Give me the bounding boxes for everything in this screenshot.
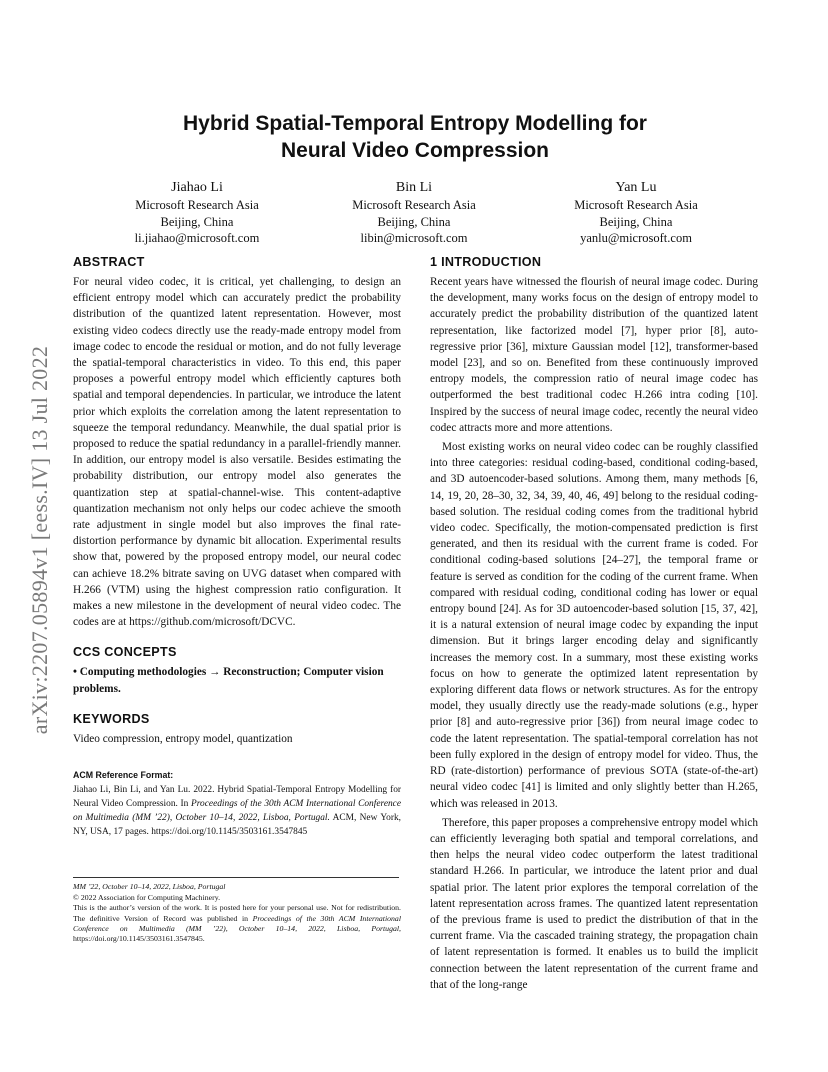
- author-block-3: [526, 179, 746, 247]
- intro-paragraph-1: Recent years have witnessed the flourish of neural image codec. During the development, many works focus on the design of entropy model to accurately predict the probability distribution of the quantized latent representation, like factorized model [7], hyper prior [8], auto-regressive prior [36], mixture Gaussian model [12], transformer-based model [23], and so on. Benefited from these continuously improved entropy models, the compression ratio of neural image codec has outperformed the best traditional codec H.266 intra coding [10]. Inspired by the success of neural image codec, recently the neural video codec attracts more and more attentions.: [430, 276, 758, 434]
- keywords-heading: KEYWORDS: [73, 711, 150, 726]
- author-email[interactable]: yanlu@microsoft.com: [580, 231, 692, 245]
- acm-reference-heading: ACM Reference Format:: [73, 770, 174, 781]
- abstract-text: For neural video codec, it is critical, yet challenging, to design an efficient entropy model which can accurately predict the probability distribution of the quantized latent representation. However, most existing video codecs directly use the ready-made entropy model from image codec to encode the residual or motion, and do not fully leverage the spatial-temporal characteristics in video. To this end, this paper proposes a powerful entropy model which efficiently captures both spatial and temporal dependencies. In particular, we introduce the latent prior which exploits the correlation among the latent representation to squeeze the temporal redundancy. Meanwhile, the dual spatial prior is proposed to reduce the spatial redundancy in a parallel-friendly manner. In addition, our entropy model is also versatile. Besides estimating the probability distribution, our entropy model also generates the quantization step at spatial-channel-wise. This content-adaptive quantization mechanism not only helps our codec achieve the smooth rate adjustment in single model but also improves the final rate-distortion performance by dynamic bit allocation. Experimental results show that, powered by the proposed entropy model, our neural codec can achieve 18.2% bitrate saving on UVG dataset when compared with H.266 (VTM) using the highest compression ratio configuration. It makes a new milestone in the development of neural video codec. The codes are at https://github.com/microsoft/DCVC.: [73, 276, 401, 629]
- author-name: Bin Li: [395, 180, 433, 195]
- footnote-note-post: , https://doi.org/10.1145/3503161.3547845.: [73, 923, 401, 944]
- author-location: Beijing, China: [377, 214, 451, 229]
- acm-reference-post: ACM, New York, NY, USA, 17 pages. https://doi.org/10.1145/3503161.3547845: [73, 813, 401, 838]
- abstract-heading: ABSTRACT: [73, 255, 145, 269]
- author-location: Beijing, China: [599, 214, 673, 229]
- author-affiliation: Microsoft Research Asia: [574, 198, 698, 212]
- title-line-1: Hybrid Spatial-Temporal Entropy Modelling for: [183, 112, 647, 135]
- author-affiliation: Microsoft Research Asia: [352, 198, 476, 212]
- right-column: [430, 254, 758, 993]
- author-block-1: [87, 179, 307, 247]
- author-name: Jiahao Li: [171, 180, 223, 195]
- title-line-2: Neural Video Compression: [280, 139, 550, 162]
- author-location: Beijing, China: [160, 214, 234, 229]
- intro-paragraph-3: Therefore, this paper proposes a comprehensive entropy model which can efficiently leveraging both spatial and temporal correlations, and then helps the neural video codec outperform the latest traditional standard H.266. In particular, we introduce the latent prior and dual spatial prior. The latent prior explores the temporal correlation of the latent representation across frames. The quantized latent representation of the previous frame is used to predict the distribution of that in the current frame. Via the cascaded training strategy, the propagation chain of latent representation is formed. It enables us to build the implicit connection between the latent representation of the current frame and that of the long-range: [430, 816, 758, 991]
- ccs-text: • Computing methodologies → Reconstruction; Computer vision problems.: [73, 666, 384, 695]
- author-email[interactable]: li.jiahao@microsoft.com: [134, 231, 260, 245]
- arxiv-stamp: arXiv:2207.05894v1 [eess.IV] 13 Jul 2022: [27, 345, 52, 735]
- footnote-copyright: © 2022 Association for Computing Machinery.: [73, 892, 221, 902]
- footnote-note-italic: Proceedings of the 30th ACM International Conference on Multimedia (MM ’22), October 10–14, 2022, Lisboa, Portugal: [73, 913, 401, 933]
- paper-title: [100, 110, 730, 164]
- author-name: Yan Lu: [615, 180, 657, 195]
- left-column: [73, 254, 401, 945]
- footnote-conference: MM ’22, October 10–14, 2022, Lisboa, Portugal: [73, 882, 226, 892]
- acm-reference-pre: Jiahao Li, Bin Li, and Yan Lu. 2022. Hybrid Spatial-Temporal Entropy Modelling for Neural Video Compression. In: [73, 785, 401, 810]
- author-block-2: [304, 179, 524, 247]
- intro-paragraph-2: Most existing works on neural video codec can be roughly classified into three categories: residual coding-based, conditional coding-based, and 3D autoencoder-based solutions. Among them, many methods [6, 14, 19, 20, 28–30, 32, 34, 39, 40, 46, 49] belong to the residual coding-based solution. The residual coding comes from the traditional hybrid video codec. Specifically, the motion-compensated prediction is first generated, and then its residual with the current frame is coded. For conditional coding-based solutions [24–27], the temporal frame or feature is served as condition for the coding of the current frame. When compared with residual coding, conditional coding has lower or equal entropy bound [24]. As for 3D autoencoder-based solution [15, 37, 42], it is a natural extension of neural image codec by expanding the input dimension. But it brings larger encoding delay and significantly increases the memory cost. In a summary, most these existing works focus on how to generate the optimized latent representation by exploring different data flows or network structures. As for the entropy model, they usually directly use the ready-made solutions (e.g., hyper prior [8] and auto-regressive prior [36]) from neural image codec to code the latent representation. The spatial-temporal correlation has not been fully explored in the design of entropy model for video. Thus, the RD (rate-distortion) performance of previous SOTA (state-of-the-art) neural video codec [41] is limited and only slightly better than H.265, which was released in 2013.: [430, 441, 758, 810]
- ccs-heading: CCS CONCEPTS: [73, 645, 177, 660]
- introduction-heading: 1 INTRODUCTION: [430, 255, 542, 269]
- acm-reference-text: [73, 783, 401, 839]
- acm-reference-italic: Proceedings of the 30th ACM International Conference on Multimedia (MM ’22), October 10–14, 2022, Lisboa, Portugal.: [73, 799, 401, 824]
- footnote-note: [73, 903, 401, 945]
- footnote-note-pre: This is the author’s version of the work. It is posted here for your personal use. Not for redistribution. The definitive Version of Record was published in: [73, 903, 401, 923]
- author-affiliation: Microsoft Research Asia: [135, 198, 259, 212]
- keywords-text: Video compression, entropy model, quantization: [73, 732, 293, 745]
- footnote-rule: [73, 877, 399, 878]
- author-email[interactable]: libin@microsoft.com: [360, 231, 468, 245]
